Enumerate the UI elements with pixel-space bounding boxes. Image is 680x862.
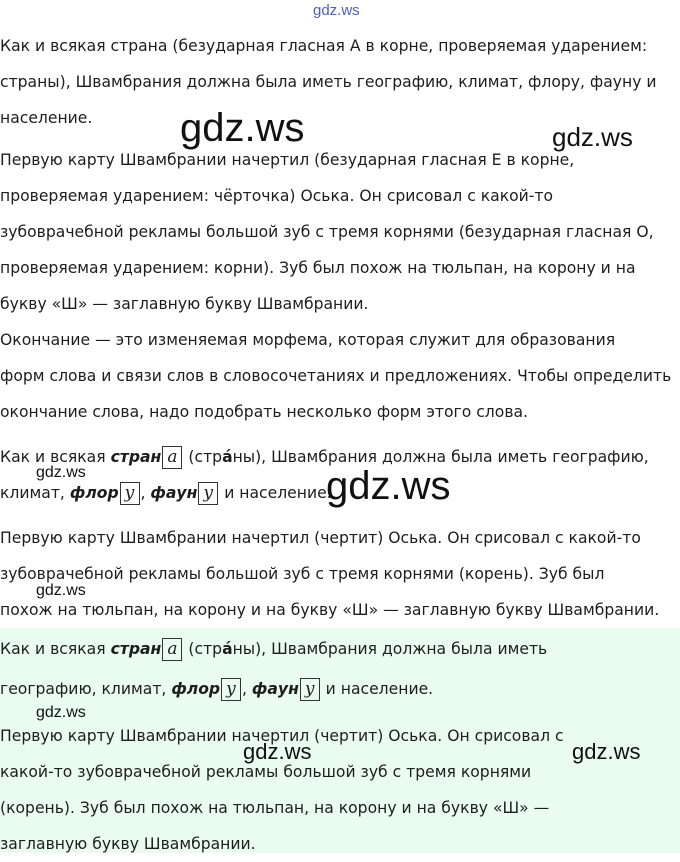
text-fragment: географию, климат, (0, 680, 172, 698)
paragraph-1 (0, 28, 680, 136)
text-line: заглавную букву Швамбрании. (0, 835, 256, 853)
text-line: букву «Ш» — заглавную букву Швамбрании. (0, 295, 369, 313)
text-line: проверяемая ударением: корни). Зуб был похож на тюльпан, на корону и на (0, 259, 636, 277)
text-fragment: и население. (320, 680, 434, 698)
text-fragment: Как и всякая (0, 640, 111, 658)
text-line: Первую карту Швамбрании начертил (чертит) Оська. Он срисовал с какой-то (0, 529, 641, 547)
text-line: какой-то зубоврачебной рекламы большой зуб с тремя корнями (0, 763, 532, 781)
watermark: gdz.ws (36, 704, 86, 721)
text-line: зубоврачебной рекламы большой зуб с тремя корнями (безударная гласная О, (0, 223, 654, 241)
watermark: gdz.ws (552, 122, 633, 152)
ending-box: у (300, 678, 320, 701)
ending-box: у (221, 678, 241, 701)
text-line: Окончание — это изменяемая морфема, которая служит для образования (0, 331, 616, 349)
text-line: зубоврачебной рекламы большой зуб с тремя корнями (корень). Зуб был (0, 565, 605, 583)
text-fragment: Как и всякая (0, 448, 111, 466)
text-line: Первую карту Швамбрании начертил (чертит) Оська. Он срисовал с (0, 727, 564, 745)
watermark: gdz.ws (326, 464, 451, 508)
word-stem: стран (110, 448, 162, 466)
ending-box: у (120, 482, 140, 505)
site-watermark-link[interactable]: gdz.ws (313, 2, 360, 19)
ending-box: а (162, 446, 182, 469)
stressed-vowel: á (222, 448, 233, 466)
text-fragment: , (140, 484, 151, 502)
text-fragment: климат, (0, 484, 70, 502)
text-fragment: ны), Швамбрания должна была иметь географию, (232, 448, 649, 466)
text-fragment: ны), Швамбрания должна была иметь (232, 640, 548, 658)
text-line: Первую карту Швамбрании начертил (безударная гласная Е в корне, (0, 151, 575, 169)
text-fragment: (стр (183, 448, 223, 466)
paragraph-2 (0, 142, 680, 322)
word-stem: фаун (251, 680, 299, 698)
watermark: gdz.ws (243, 739, 312, 764)
text-line: Как и всякая страна (безударная гласная А в корне, проверяемая ударением: (0, 37, 648, 55)
example-2 (0, 520, 680, 628)
stressed-vowel: á (222, 640, 233, 658)
text-line: население. (0, 109, 93, 127)
text-fragment: , (241, 680, 252, 698)
example-3 (0, 630, 680, 710)
paragraph-definition (0, 322, 680, 430)
text-fragment: (стр (183, 640, 223, 658)
text-fragment: и население. (219, 484, 332, 502)
text-line: окончание слова, надо подобрать несколько форм этого слова. (0, 403, 529, 421)
word-stem: флор (171, 680, 221, 698)
watermark: gdz.ws (180, 106, 305, 150)
text-line: страны), Швамбрания должна была иметь географию, климат, флору, фауну и (0, 73, 657, 91)
text-line: похож на тюльпан, на корону и на букву «Ш» — заглавную букву Швамбрании. (0, 601, 660, 619)
text-line: (корень). Зуб был похож на тюльпан, на корону и на букву «Ш» — (0, 799, 550, 817)
ending-box: а (162, 638, 182, 661)
ending-box: у (198, 482, 218, 505)
word-stem: стран (110, 640, 162, 658)
word-stem: флор (69, 484, 119, 502)
text-line (0, 670, 680, 710)
watermark: gdz.ws (36, 582, 86, 599)
watermark: gdz.ws (36, 464, 86, 481)
text-line (0, 630, 680, 670)
text-line: форм слова и связи слов в словосочетаниях и предложениях. Чтобы определить (0, 367, 672, 385)
text-line: проверяемая ударением: чёрточка) Оська. Он срисовал с какой-то (0, 187, 554, 205)
watermark: gdz.ws (572, 739, 641, 764)
word-stem: фаун (150, 484, 198, 502)
